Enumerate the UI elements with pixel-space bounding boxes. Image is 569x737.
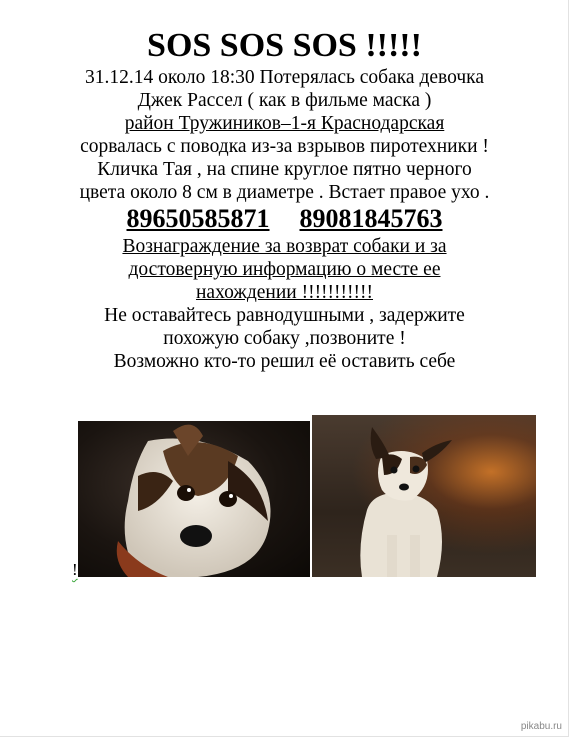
dog-photo-sitting [312, 415, 536, 577]
site-watermark: pikabu.ru [520, 721, 562, 732]
reward-line-3: нахождении !!!!!!!!!!! [195, 282, 374, 303]
breed-line: Джек Рассел ( как в фильме маска ) [137, 90, 432, 111]
reward-line-2: достоверную информацию о месте ее [128, 259, 441, 280]
appeal-line-1: Не оставайтесь равнодушными , задержите [104, 305, 465, 326]
poster-text [0, 26, 569, 373]
phone-number-2[interactable]: 89081845763 [299, 204, 443, 233]
phone-numbers [0, 204, 569, 234]
area-line: район Тружиников–1-я Краснодарская [124, 113, 445, 134]
dog-sitting-illustration [312, 415, 536, 577]
dog-photo-closeup [78, 421, 310, 577]
reward-line-1: Вознаграждение за возврат собаки и за [122, 236, 447, 257]
phone-number-1[interactable]: 89650585871 [126, 204, 270, 233]
appeal-line-2: похожую собаку ,позвоните ! [163, 328, 406, 349]
trailing-exclamation: ! [72, 560, 78, 579]
escape-line: сорвалась с поводка из-за взрывов пиротехники ! [80, 136, 489, 157]
dog-closeup-illustration [78, 421, 310, 577]
name-line: Кличка Тая , на спине круглое пятно черного [97, 159, 472, 180]
poster-title: SOS SOS SOS !!!!! [147, 27, 422, 64]
appeal-line-3: Возможно кто-то решил её оставить себе [113, 351, 456, 372]
date-line: 31.12.14 около 18:30 Потерялась собака девочка [84, 67, 484, 88]
description-line: цвета около 8 см в диаметре . Встает правое ухо . [79, 182, 490, 203]
